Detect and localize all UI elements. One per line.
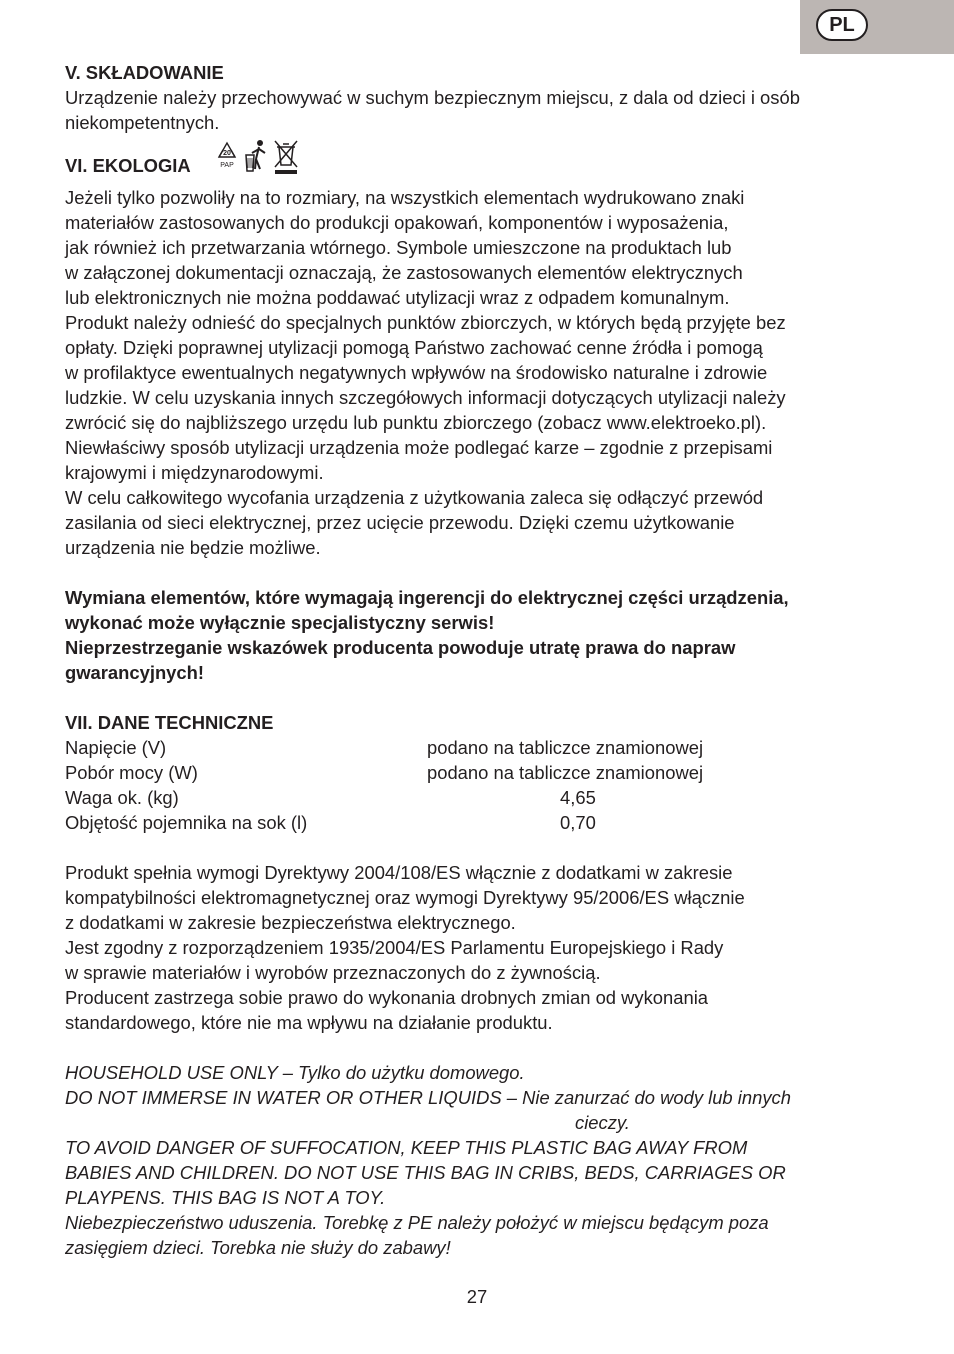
ecology-icons [215,137,307,177]
text-line: opłaty. Dzięki poprawnej utylizacji pomogą Państwo zachować cenne źródła i pomogą [65,337,763,358]
text-line: TO AVOID DANGER OF SUFFOCATION, KEEP THIS PLASTIC BAG AWAY FROM [65,1137,748,1158]
spec-value: 4,65 [560,787,596,808]
text-line: krajowymi i międzynarodowymi. [65,462,324,483]
storage-heading: V. SKŁADOWANIE [65,62,224,83]
spec-row [65,810,895,835]
text-line: gwarancyjnych! [65,662,204,683]
safety-notes [65,1060,895,1260]
text-line: lub elektronicznych nie można poddawać utylizacji wraz z odpadem komunalnym. [65,287,730,308]
text-line: w profilaktyce ewentualnych negatywnych wpływów na środowisko naturalne i zdrowie [65,362,768,383]
spec-row [65,735,895,760]
immerse-note-continued: cieczy. [575,1112,630,1133]
crossed-bin-icon [275,141,297,174]
compliance-paragraph [65,860,895,1035]
recycling-pap-icon [219,143,235,169]
spec-row [65,785,895,810]
text-line: ludzkie. W celu uzyskania innych szczegółowych informacji dotyczących utylizacji należy [65,387,786,408]
household-note: HOUSEHOLD USE ONLY – Tylko do użytku domowego. [65,1062,525,1083]
page-number: 27 [466,1286,488,1307]
language-badge: PL [816,9,868,41]
text-line: zasilania od sieci elektrycznej, przez ucięcie przewodu. Dzięki czemu użytkowanie [65,512,735,533]
text-line: Produkt spełnia wymogi Dyrektywy 2004/108/ES włącznie z dodatkami w zakresie [65,862,733,883]
tidy-man-icon [246,140,265,171]
text-line: W celu całkowitego wycofania urządzenia z użytkowania zaleca się odłączyć przewód [65,487,764,508]
svg-text:PAP: PAP [220,162,234,169]
text-line: BABIES AND CHILDREN. DO NOT USE THIS BAG IN CRIBS, BEDS, CARRIAGES OR [65,1162,786,1183]
text-line: Urządzenie należy przechowywać w suchym bezpiecznym miejscu, z dala od dzieci i osób [65,87,800,108]
spec-label: Objętość pojemnika na sok (l) [65,812,308,833]
text-line: w załączonej dokumentacji oznaczają, że zastosowanych elementów elektrycznych [65,262,743,283]
text-line: materiałów zastosowanych do produkcji opakowań, komponentów i wyposażenia, [65,212,729,233]
text-line: PLAYPENS. THIS BAG IS NOT A TOY. [65,1187,386,1208]
text-line: z dodatkami w zakresie bezpieczeństwa elektrycznego. [65,912,516,933]
text-line: niekompetentnych. [65,112,220,133]
text-line: standardowego, które nie ma wpływu na działanie produktu. [65,1012,553,1033]
spec-value: 0,70 [560,812,596,833]
text-line: Wymiana elementów, które wymagają ingerencji do elektrycznej części urządzenia, [65,587,789,608]
text-line: zwrócić się do najbliższego urzędu lub punktu zbiorczego (zobacz www.elektroeko.pl). [65,412,767,433]
page-content [65,60,895,1260]
text-line: Niebezpieczeństwo uduszenia. Torebkę z PE należy położyć w miejscu będącym poza [65,1212,769,1233]
ecology-heading: VI. EKOLOGIA [65,155,191,176]
spec-value: podano na tabliczce znamionowej [427,762,704,783]
spec-value: podano na tabliczce znamionowej [427,737,704,758]
spec-row [65,760,895,785]
text-line: urządzenia nie będzie możliwe. [65,537,321,558]
text-line: kompatybilności elektromagnetycznej oraz wymogi Dyrektywy 95/2006/ES włącznie [65,887,745,908]
storage-paragraph [65,85,895,135]
language-tab [800,0,954,54]
service-warning [65,585,895,685]
ecology-heading-row [65,149,895,185]
text-line: zasięgiem dzieci. Torebka nie służy do zabawy! [65,1237,451,1258]
text-line: Produkt należy odnieść do specjalnych punktów zbiorczych, w których będą przyjęte bez [65,312,786,333]
text-line: jak również ich przetwarzania wtórnego. Symbole umieszczone na produktach lub [65,237,732,258]
text-line: Jest zgodny z rozporządzeniem 1935/2004/ES Parlamentu Europejskiego i Rady [65,937,724,958]
text-line: wykonać może wyłącznie specjalistyczny serwis! [65,612,495,633]
spec-label: Napięcie (V) [65,737,167,758]
text-line: Jeżeli tylko pozwoliły na to rozmiary, na wszystkich elementach wydrukowano znaki [65,187,745,208]
text-line: Nieprzestrzeganie wskazówek producenta powoduje utratę prawa do napraw [65,637,736,658]
tech-heading: VII. DANE TECHNICZNE [65,712,274,733]
text-line: Producent zastrzega sobie prawo do wykonania drobnych zmian od wykonania [65,987,709,1008]
svg-text:20: 20 [223,150,231,157]
immerse-note: DO NOT IMMERSE IN WATER OR OTHER LIQUIDS – Nie zanurzać do wody lub innych [65,1087,791,1108]
text-line: Niewłaściwy sposób utylizacji urządzenia może podlegać karze – zgodnie z przepisami [65,437,773,458]
spec-label: Waga ok. (kg) [65,787,179,808]
ecology-paragraph [65,185,895,560]
spec-label: Pobór mocy (W) [65,762,198,783]
text-line: w sprawie materiałów i wyrobów przeznaczonych do z żywnością. [65,962,601,983]
tech-specs [65,735,895,835]
